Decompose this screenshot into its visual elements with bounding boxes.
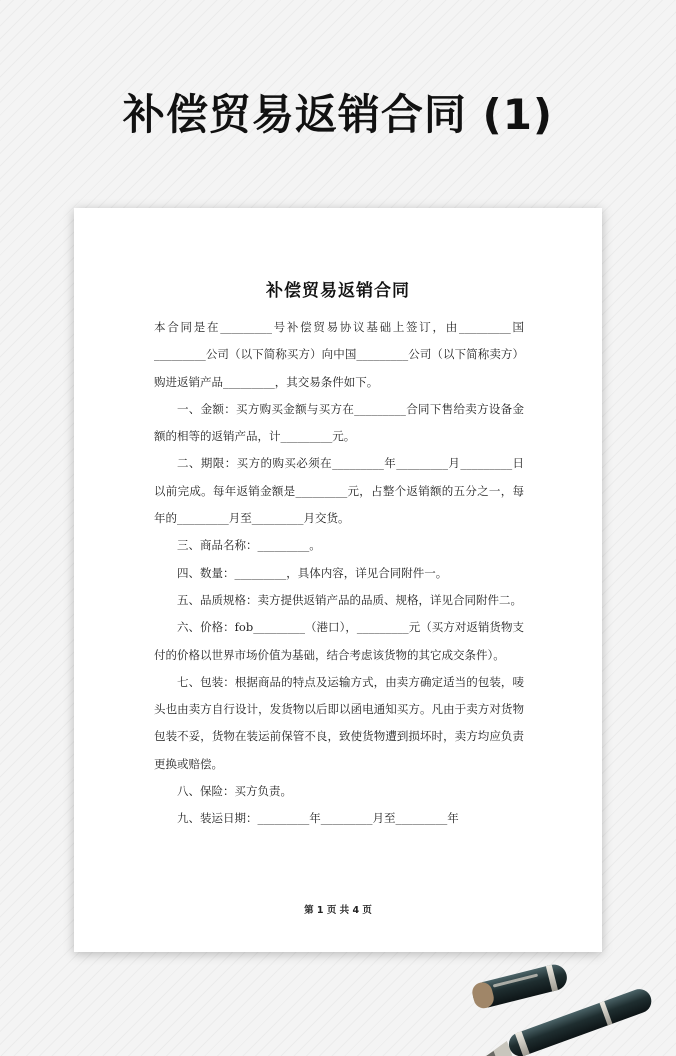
intro-paragraph: 本合同是在_________号补偿贸易协议基础上签订，由_________国_________公司（以下简称买方）向中国_________公司（以下简称卖方）购进返销产品_________，其交易条件如下。 xyxy=(154,320,524,389)
clause-insurance: 八、保险：买方负责。 xyxy=(177,784,292,799)
clause-product-name: 三、商品名称：_________。 xyxy=(177,538,321,553)
clause-shipment-date: 九、装运日期：_________年_________月至_________年 xyxy=(177,811,459,826)
fountain-pen-icon xyxy=(455,930,676,1056)
clause-quality: 五、品质规格：卖方提供返销产品的品质、规格，详见合同附件二。 xyxy=(177,592,522,607)
clause-amount: 一、金额：买方购买金额与买方在_________合同下售给卖方设备金额的相等的返销产品，计_________元。 xyxy=(154,401,524,444)
page-title: 补偿贸易返销合同 (1) xyxy=(122,90,554,139)
clause-term: 二、期限：买方的购买必须在_________年_________月_________日以前完成。每年返销金额是_________元，占整个返销额的五分之一，每年的_________月至_________月交货。 xyxy=(154,456,524,526)
document-title: 补偿贸易返销合同 xyxy=(266,281,410,301)
document-body xyxy=(154,314,524,833)
clause-price: 六、价格：fob_________（港口），_________元（买方对返销货物支付的价格以世界市场价值为基础，结合考虑该货物的其它成交条件）。 xyxy=(154,620,524,662)
clause-packing: 七、包装：根据商品的特点及运输方式，由卖方确定适当的包装，唛头也由卖方自行设计，发货物以后即以函电通知买方。凡由于卖方对货物包装不妥，货物在装运前保管不良，致使货物遭到损坏时，卖方均应负责更换或赔偿。 xyxy=(154,674,524,771)
document-page xyxy=(74,208,602,952)
page-number: 第 1 页 共 4 页 xyxy=(304,905,372,916)
clause-quantity: 四、数量：_________，具体内容，详见合同附件一。 xyxy=(177,565,448,580)
